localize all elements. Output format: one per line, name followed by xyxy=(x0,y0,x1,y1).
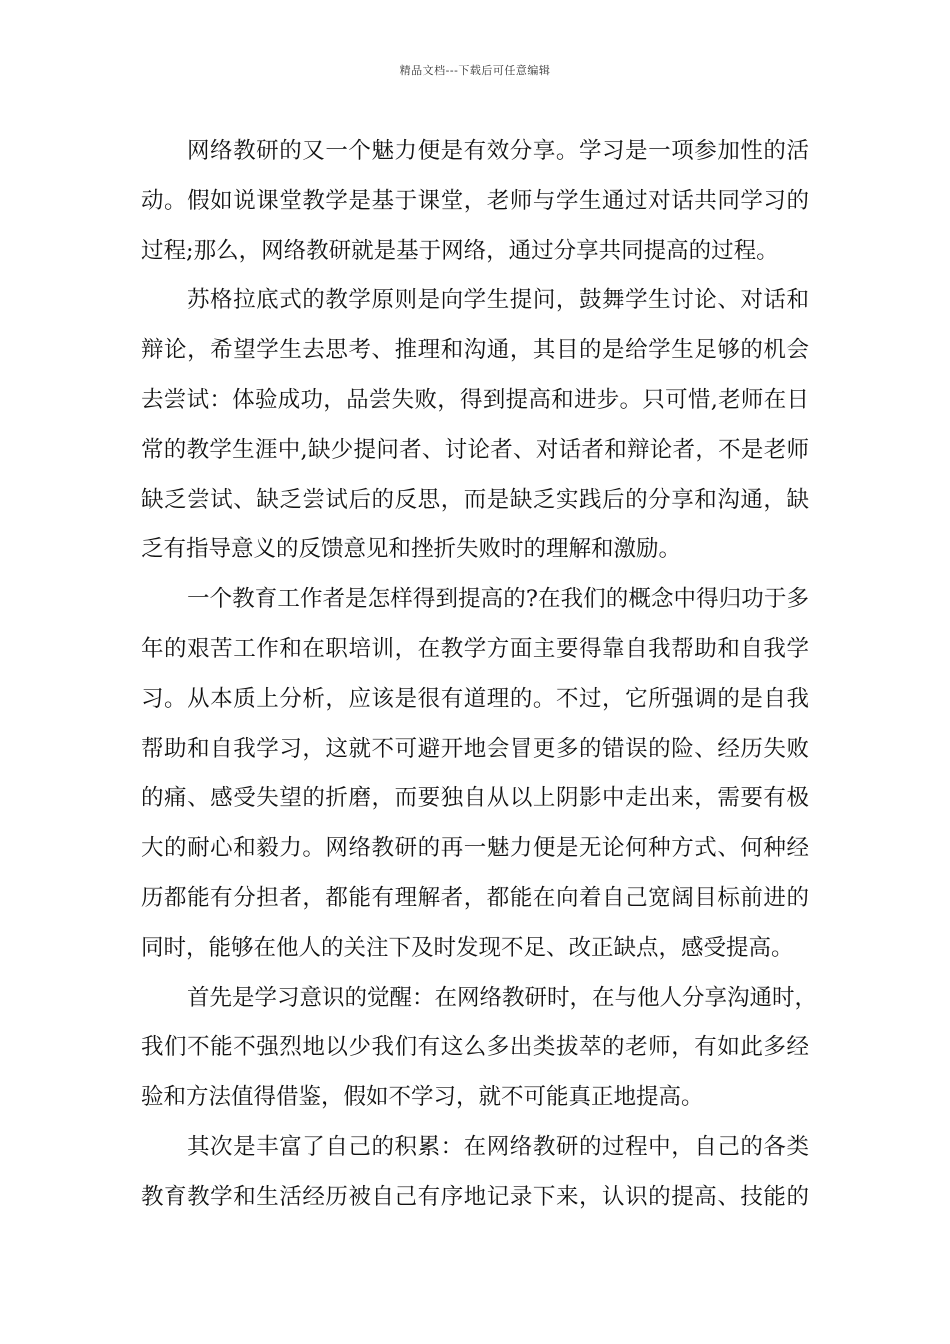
text-line: 其次是丰富了自己的积累：在网络教研的过程中，自己的各类 xyxy=(187,1133,809,1160)
text-line: 过程;那么，网络教研就是基于网络，通过分享共同提高的过程。 xyxy=(141,237,779,264)
text-line: 我们不能不强烈地以少我们有这么多出类拔萃的老师，有如此多经 xyxy=(141,1034,809,1061)
paragraph xyxy=(141,127,809,276)
text-line: 习。从本质上分析，应该是很有道理的。不过，它所强调的是自我 xyxy=(141,685,809,712)
text-line: 大的耐心和毅力。网络教研的再一魅力便是无论何种方式、何种经 xyxy=(141,835,809,862)
text-line: 教育教学和生活经历被自己有序地记录下来，认识的提高、技能的 xyxy=(141,1183,809,1210)
text-line: 缺乏尝试、缺乏尝试后的反思，而是缺乏实践后的分享和沟通，缺 xyxy=(141,486,809,513)
text-line: 首先是学习意识的觉醒：在网络教研时，在与他人分享沟通时， xyxy=(187,984,818,1011)
text-line: 历都能有分担者，都能有理解者，都能在向着自己宽阔目标前进的 xyxy=(141,884,809,911)
text-line: 年的艰苦工作和在职培训，在教学方面主要得靠自我帮助和自我学 xyxy=(141,635,809,662)
text-line: 常的教学生涯中,缺少提问者、讨论者、对话者和辩论者，不是老师 xyxy=(141,436,809,463)
text-line: 同时，能够在他人的关注下及时发现不足、改正缺点，感受提高。 xyxy=(141,934,794,961)
paragraph xyxy=(141,276,809,575)
document-body xyxy=(141,127,818,1223)
text-line: 乏有指导意义的反馈意见和挫折失败时的理解和激励。 xyxy=(141,536,682,563)
paragraph xyxy=(141,974,818,1123)
paragraph xyxy=(141,575,809,973)
text-line: 帮助和自我学习，这就不可避开地会冒更多的错误的险、经历失败 xyxy=(141,735,809,762)
text-line: 动。假如说课堂教学是基于课堂，老师与学生通过对话共同学习的 xyxy=(141,187,809,214)
page-header: 精品文档---下载后可任意编辑 xyxy=(399,64,551,77)
text-line: 去尝试：体验成功，品尝失败，得到提高和进步。只可惜,老师在日 xyxy=(141,386,809,413)
paragraph xyxy=(141,1123,809,1223)
text-line: 一个教育工作者是怎样得到提高的?在我们的概念中得归功于多 xyxy=(187,586,809,613)
text-line: 辩论，希望学生去思考、推理和沟通，其目的是给学生足够的机会 xyxy=(141,337,809,364)
text-line: 网络教研的又一个魅力便是有效分享。学习是一项参加性的活 xyxy=(187,138,809,164)
text-line: 验和方法值得借鉴，假如不学习，就不可能真正地提高。 xyxy=(141,1084,704,1111)
text-line: 的痛、感受失望的折磨，而要独自从以上阴影中走出来，需要有极 xyxy=(141,785,809,812)
text-line: 苏格拉底式的教学原则是向学生提问，鼓舞学生讨论、对话和 xyxy=(187,287,809,314)
